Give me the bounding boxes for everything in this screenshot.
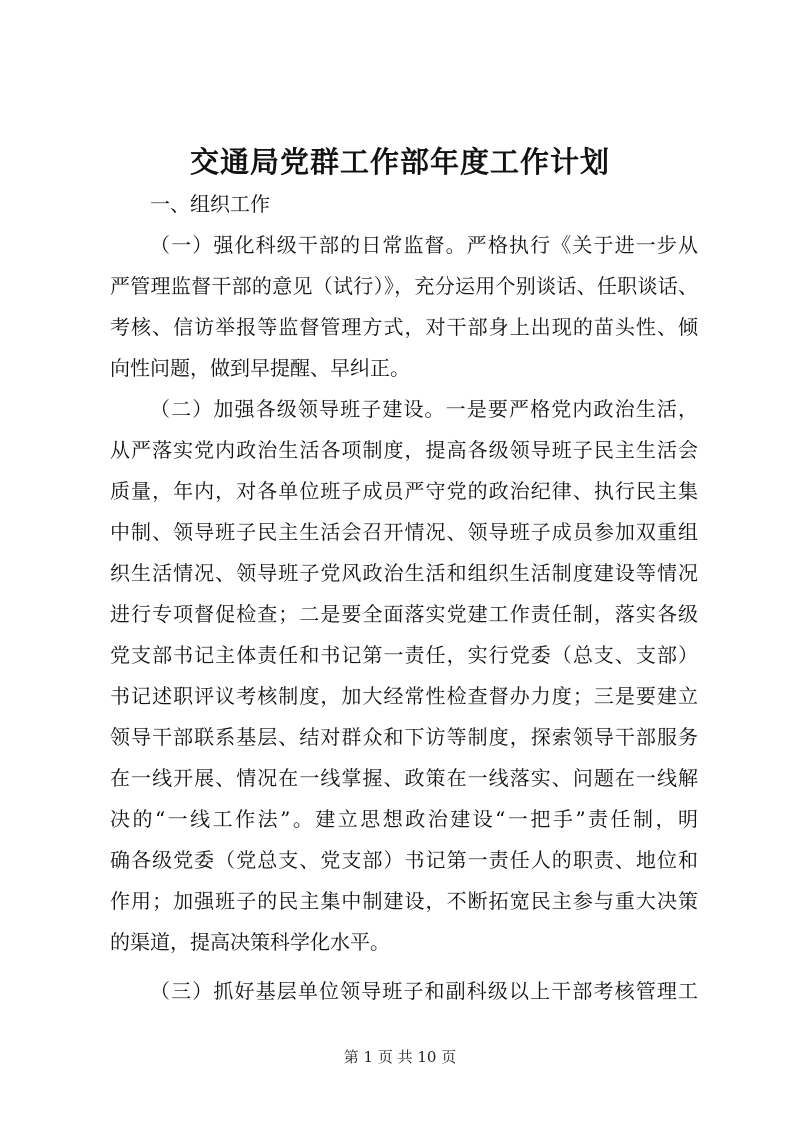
paragraph-line: 书记述职评议考核制度，加大经常性检查督办力度；三是要建立 (110, 684, 698, 708)
paragraph-line: 考核、信访举报等监督管理方式，对干部身上出现的苗头性、倾 (110, 315, 698, 339)
paragraph-line: 的渠道，提高决策科学化水平。 (110, 930, 390, 954)
paragraph-line: 进行专项督促检查；二是要全面落实党建工作责任制，落实各级 (110, 602, 698, 626)
page-number-footer: 第 1 页 共 10 页 (343, 1048, 457, 1066)
paragraph-line: （三）抓好基层单位领导班子和副科级以上干部考核管理工 (150, 979, 698, 1003)
document-body (110, 184, 698, 1012)
paragraph-line: 从严落实党内政治生活各项制度，提高各级领导班子民主生活会 (110, 438, 698, 462)
paragraph-line: 向性问题，做到早提醒、早纠正。 (110, 356, 410, 380)
paragraph-line: 确各级党委（党总支、党支部）书记第一责任人的职责、地位和 (110, 848, 698, 872)
section-heading: 一、组织工作 (150, 192, 270, 216)
paragraph-line: 党支部书记主体责任和书记第一责任，实行党委（总支、支部） (110, 643, 698, 667)
paragraph-line: 质量，年内，对各单位班子成员严守党的政治纪律、执行民主集 (110, 479, 698, 503)
paragraph-line: （二）加强各级领导班子建设。一是要严格党内政治生活， (150, 397, 698, 421)
paragraph-line: 中制、领导班子民主生活会召开情况、领导班子成员参加双重组 (110, 520, 698, 544)
paragraph-2 (110, 389, 698, 963)
paragraph-line: 严管理监督干部的意见（试行）》，充分运用个别谈话、任职谈话、 (110, 274, 698, 298)
paragraph-1 (110, 225, 698, 389)
paragraph-line: （一）强化科级干部的日常监督。严格执行《关于进一步从 (150, 233, 698, 257)
paragraph-line: 织生活情况、领导班子党风政治生活和组织生活制度建设等情况 (110, 561, 698, 585)
paragraph-line: 决的“一线工作法”。建立思想政治建设“一把手”责任制，明 (110, 807, 698, 831)
paragraph-3 (110, 971, 698, 1012)
paragraph-line: 作用；加强班子的民主集中制建设，不断拓宽民主参与重大决策 (110, 889, 698, 913)
paragraph-line: 在一线开展、情况在一线掌握、政策在一线落实、问题在一线解 (110, 766, 698, 790)
paragraph-line: 领导干部联系基层、结对群众和下访等制度，探索领导干部服务 (110, 725, 698, 749)
document-title: 交通局党群工作部年度工作计划 (189, 145, 610, 179)
